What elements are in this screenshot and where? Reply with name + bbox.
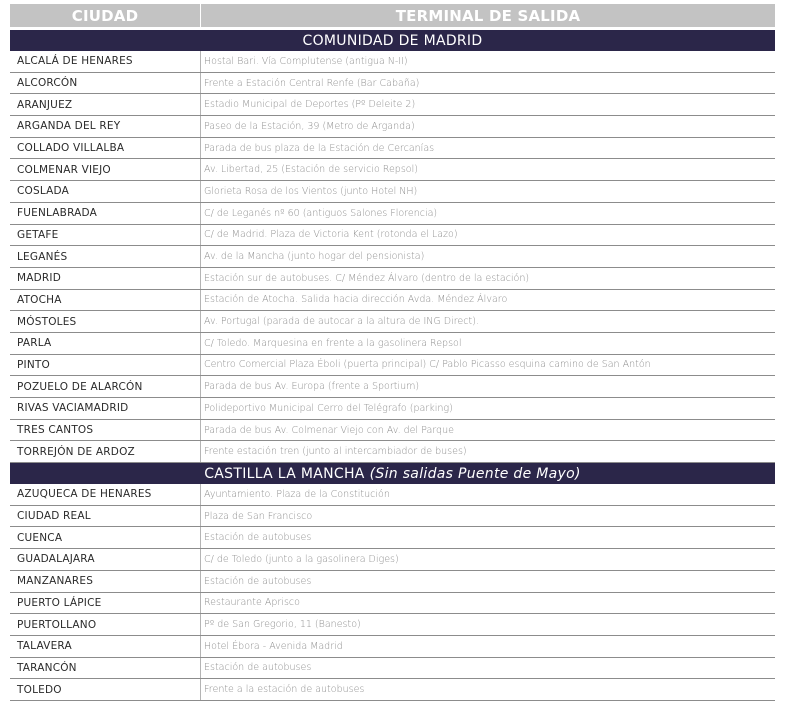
table-row [10,441,775,463]
section-header [10,463,775,484]
city-cell: ALCORCÓN [17,77,78,90]
city-cell: FUENLABRADA [17,207,98,220]
section-header [10,30,775,51]
table-row [10,225,775,247]
city-cell: MÓSTOLES [17,315,77,328]
terminal-cell: Frente estación tren (junto al intercambiador de buses) [200,441,775,462]
terminal-cell: Hotel Ébora - Avenida Madrid [200,636,775,657]
table-row [10,333,775,355]
terminal-cell: Restaurante Aprisco [200,593,775,614]
header-city: CIUDAD [10,4,201,27]
terminal-cell: Estación de Atocha. Salida hacia dirección Avda. Méndez Álvaro [200,290,775,311]
city-cell: PUERTO LÁPICE [17,596,102,609]
city-cell: CIUDAD REAL [17,510,91,523]
terminal-cell: Av. Portugal (parada de autocar a la altura de ING Direct). [200,311,775,332]
terminal-cell: Glorieta Rosa de los Vientos (junto Hotel NH) [200,181,775,202]
terminal-cell: Estación sur de autobuses. C/ Méndez Álvaro (dentro de la estación) [200,268,775,289]
city-cell: GUADALAJARA [17,553,95,566]
city-cell: MANZANARES [17,575,94,588]
table-row [10,398,775,420]
terminal-cell: Estación de autobuses [200,571,775,592]
terminal-cell: Ayuntamiento. Plaza de la Constitución [200,484,775,505]
city-cell: ARANJUEZ [17,98,73,111]
table-body [10,30,775,701]
table-row [10,94,775,116]
terminal-table [10,4,775,701]
table-row [10,420,775,442]
city-cell: RIVAS VACIAMADRID [17,402,129,415]
city-cell: PINTO [17,358,50,371]
terminal-cell: C/ de Leganés nº 60 (antiguos Salones Florencia) [200,203,775,224]
city-cell: TOLEDO [17,683,62,696]
table-row [10,51,775,73]
table-row [10,246,775,268]
table-row [10,614,775,636]
section-subtitle: (Sin salidas Puente de Mayo) [369,465,581,482]
table-row [10,636,775,658]
city-cell: AZUQUECA DE HENARES [17,488,152,501]
city-cell: COLLADO VILLALBA [17,142,125,155]
table-row [10,159,775,181]
city-cell: POZUELO DE ALARCÓN [17,380,143,393]
city-cell: ARGANDA DEL REY [17,120,121,133]
table-row [10,506,775,528]
table-row [10,355,775,377]
table-row [10,116,775,138]
city-cell: COSLADA [17,185,70,198]
terminal-cell: Parada de bus plaza de la Estación de Cercanías [200,138,775,159]
terminal-cell: C/ Toledo. Marquesina en frente a la gasolinera Repsol [200,333,775,354]
terminal-cell: Pº de San Gregorio, 11 (Banesto) [200,614,775,635]
city-cell: TARANCÓN [17,661,77,674]
table-row [10,593,775,615]
terminal-cell: Plaza de San Francisco [200,506,775,527]
terminal-cell: Frente a Estación Central Renfe (Bar Cabaña) [200,73,775,94]
city-cell: PARLA [17,337,52,350]
city-cell: PUERTOLLANO [17,618,97,631]
city-cell: LEGANÉS [17,250,68,263]
terminal-cell: Av. Libertad, 25 (Estación de servicio Repsol) [200,159,775,180]
table-row [10,203,775,225]
table-row [10,138,775,160]
terminal-cell: Parada de bus Av. Europa (frente a Sportium) [200,376,775,397]
table-row [10,658,775,680]
city-cell: TALAVERA [17,640,72,653]
table-row [10,268,775,290]
table-row [10,527,775,549]
terminal-cell: Estación de autobuses [200,658,775,679]
city-cell: TRES CANTOS [17,424,94,437]
table-row [10,571,775,593]
table-row [10,290,775,312]
header-terminal: TERMINAL DE SALIDA [395,6,581,25]
table-row [10,679,775,701]
terminal-cell: Frente a la estación de autobuses [200,679,775,700]
table-row [10,549,775,571]
city-cell: COLMENAR VIEJO [17,163,111,176]
terminal-cell: Estadio Municipal de Deportes (Pº Deleite 2) [200,94,775,115]
city-cell: MADRID [17,272,62,285]
table-row [10,376,775,398]
city-cell: CUENCA [17,531,63,544]
terminal-cell: Parada de bus Av. Colmenar Viejo con Av. del Parque [200,420,775,441]
city-cell: ALCALÁ DE HENARES [17,55,133,68]
table-row [10,181,775,203]
terminal-cell: Estación de autobuses [200,527,775,548]
table-header [10,4,775,27]
terminal-cell: Paseo de la Estación, 39 (Metro de Arganda) [200,116,775,137]
city-cell: GETAFE [17,228,59,241]
section-title: COMUNIDAD DE MADRID [302,32,483,49]
city-cell: ATOCHA [17,293,62,306]
table-row [10,73,775,95]
terminal-cell: C/ de Toledo (junto a la gasolinera Diges) [200,549,775,570]
terminal-cell: Centro Comercial Plaza Éboli (puerta principal) C/ Pablo Picasso esquina camino de San Antón [200,355,775,376]
terminal-cell: Av. de la Mancha (junto hogar del pensionista) [200,246,775,267]
table-row [10,484,775,506]
terminal-cell: Polideportivo Municipal Cerro del Telégrafo (parking) [200,398,775,419]
terminal-cell: C/ de Madrid. Plaza de Victoria Kent (rotonda el Lazo) [200,225,775,246]
section-title: CASTILLA LA MANCHA [204,465,365,482]
table-row [10,311,775,333]
city-cell: TORREJÓN DE ARDOZ [17,445,135,458]
terminal-cell: Hostal Bari. Vía Complutense (antigua N-II) [200,51,775,72]
